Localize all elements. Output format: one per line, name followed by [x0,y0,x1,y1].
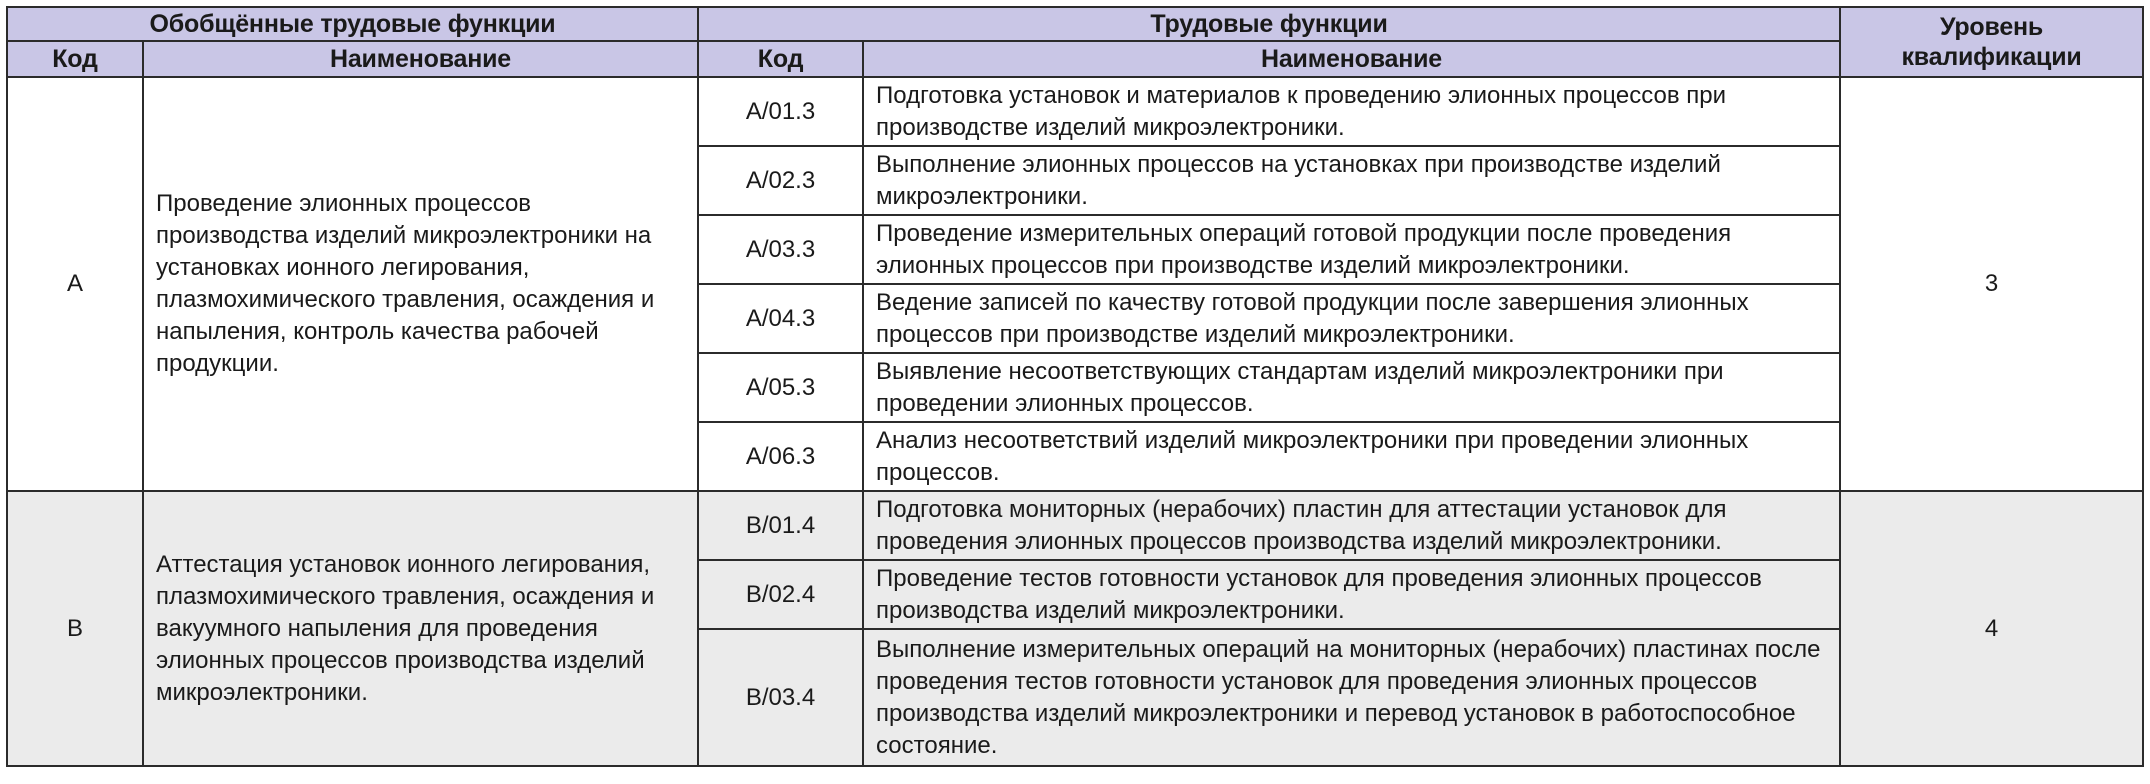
table-row [7,491,2143,560]
qualification-level: 3 [1840,77,2143,491]
function-name: Выполнение измерительных операций на мониторных (нерабочих) пластинах после проведения тестов готовности установок для проведения элионных процессов производства изделий микроэлектроники и перевод установок в работоспособное состояние. [863,629,1840,766]
group-code: A [7,77,143,491]
function-name: Анализ несоответствий изделий микроэлектроники при проведении элионных процессов. [863,422,1840,491]
header-qualification-level: Уровень квалификации [1840,7,2143,77]
function-code: A/06.3 [698,422,863,491]
function-code: B/01.4 [698,491,863,560]
header-fn-name: Наименование [863,41,1840,77]
header-row-top [7,7,2143,41]
function-code: A/03.3 [698,215,863,284]
labor-functions-table [6,6,2144,767]
function-name: Ведение записей по качеству готовой продукции после завершения элионных процессов при производстве изделий микроэлектроники. [863,284,1840,353]
function-code: A/01.3 [698,77,863,146]
function-code: B/03.4 [698,629,863,766]
function-name: Подготовка мониторных (нерабочих) пластин для аттестации установок для проведения элионных процессов производства изделий микроэлектроники. [863,491,1840,560]
group-name: Аттестация установок ионного легирования, плазмохимического травления, осаждения и вакуумного напыления для проведения элионных процессов производства изделий микроэлектроники. [143,491,698,766]
header-labor-functions: Трудовые функции [698,7,1840,41]
function-code: B/02.4 [698,560,863,629]
header-generalized-functions: Обобщённые трудовые функции [7,7,698,41]
function-name: Проведение тестов готовности установок для проведения элионных процессов производства изделий микроэлектроники. [863,560,1840,629]
header-gen-code: Код [7,41,143,77]
header-gen-name: Наименование [143,41,698,77]
function-name: Проведение измерительных операций готовой продукции после проведения элионных процессов при производстве изделий микроэлектроники. [863,215,1840,284]
qualification-table-container [6,6,2144,767]
qualification-level: 4 [1840,491,2143,766]
function-name: Выполнение элионных процессов на установках при производстве изделий микроэлектроники. [863,146,1840,215]
group-name: Проведение элионных процессов производства изделий микроэлектроники на установках ионного легирования, плазмохимического травления, осаждения и напыления, контроль качества рабочей продукции. [143,77,698,491]
function-code: A/04.3 [698,284,863,353]
function-code: A/05.3 [698,353,863,422]
function-code: A/02.3 [698,146,863,215]
function-name: Подготовка установок и материалов к проведению элионных процессов при производстве изделий микроэлектроники. [863,77,1840,146]
header-fn-code: Код [698,41,863,77]
function-name: Выявление несоответствующих стандартам изделий микроэлектроники при проведении элионных процессов. [863,353,1840,422]
header-row-sub [7,41,2143,77]
table-row [7,77,2143,146]
group-code: B [7,491,143,766]
